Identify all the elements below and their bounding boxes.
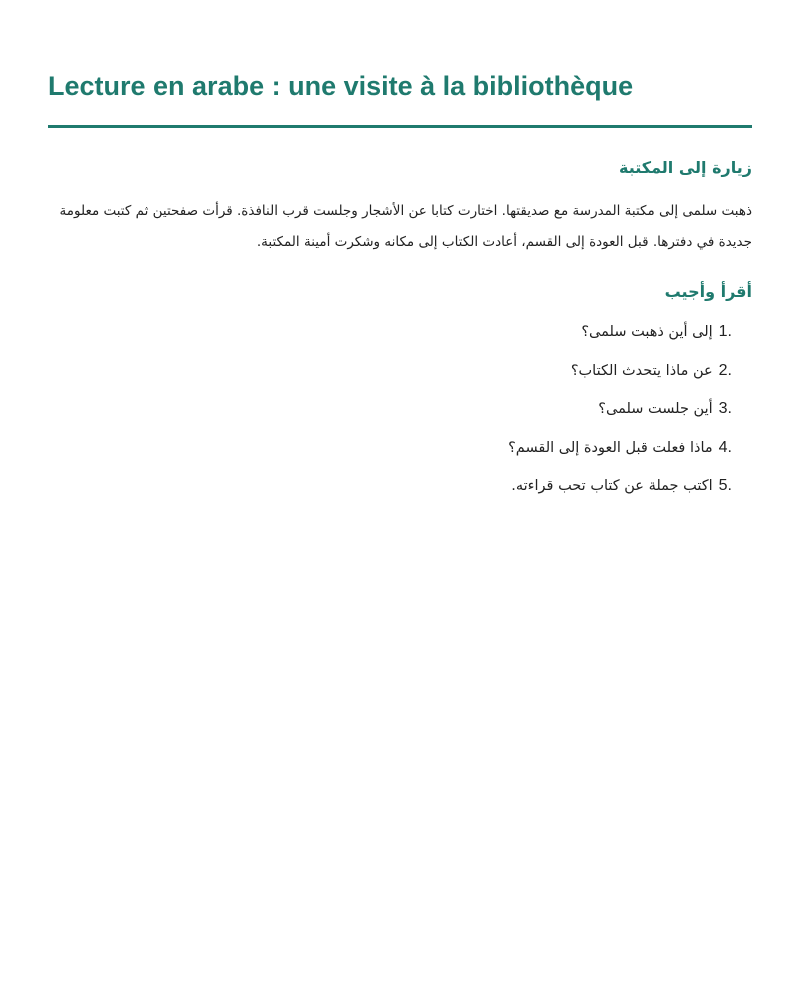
page-title: Lecture en arabe : une visite à la bibliothèque (48, 71, 634, 101)
title-divider (48, 125, 752, 128)
question-number: 1. (718, 323, 732, 340)
question-item (48, 361, 732, 381)
question-number: 3. (718, 400, 732, 417)
question-item (48, 438, 732, 458)
question-number: 4. (718, 438, 732, 456)
question-text: اكتب جملة عن كتاب تحب قراءته. (511, 478, 713, 494)
question-text: عن ماذا يتحدث الكتاب؟ (570, 362, 713, 379)
question-text: إلى أين ذهبت سلمى؟ (581, 324, 713, 340)
question-item (48, 399, 732, 419)
questions-list (48, 322, 752, 496)
question-text: ماذا فعلت قبل العودة إلى القسم؟ (508, 439, 713, 456)
question-text: أين جلست سلمى؟ (598, 401, 713, 417)
question-item (48, 322, 732, 342)
question-item (48, 476, 732, 496)
section-heading: زيارة إلى المكتبة (619, 158, 752, 177)
questions-heading: أقرأ وأجيب (664, 282, 752, 301)
question-number: 5. (718, 477, 732, 494)
question-number: 2. (718, 361, 732, 379)
story-paragraph: ذهبت سلمى إلى مكتبة المدرسة مع صديقتها. اختارت كتابا عن الأشجار وجلست قرب النافذة. قرأت صفحتين ثم كتبت معلومة جديدة في دفترها. قبل العودة إلى القسم، أعادت الكتاب إلى مكانه وشكرت أمينة المكتبة. (59, 203, 752, 250)
